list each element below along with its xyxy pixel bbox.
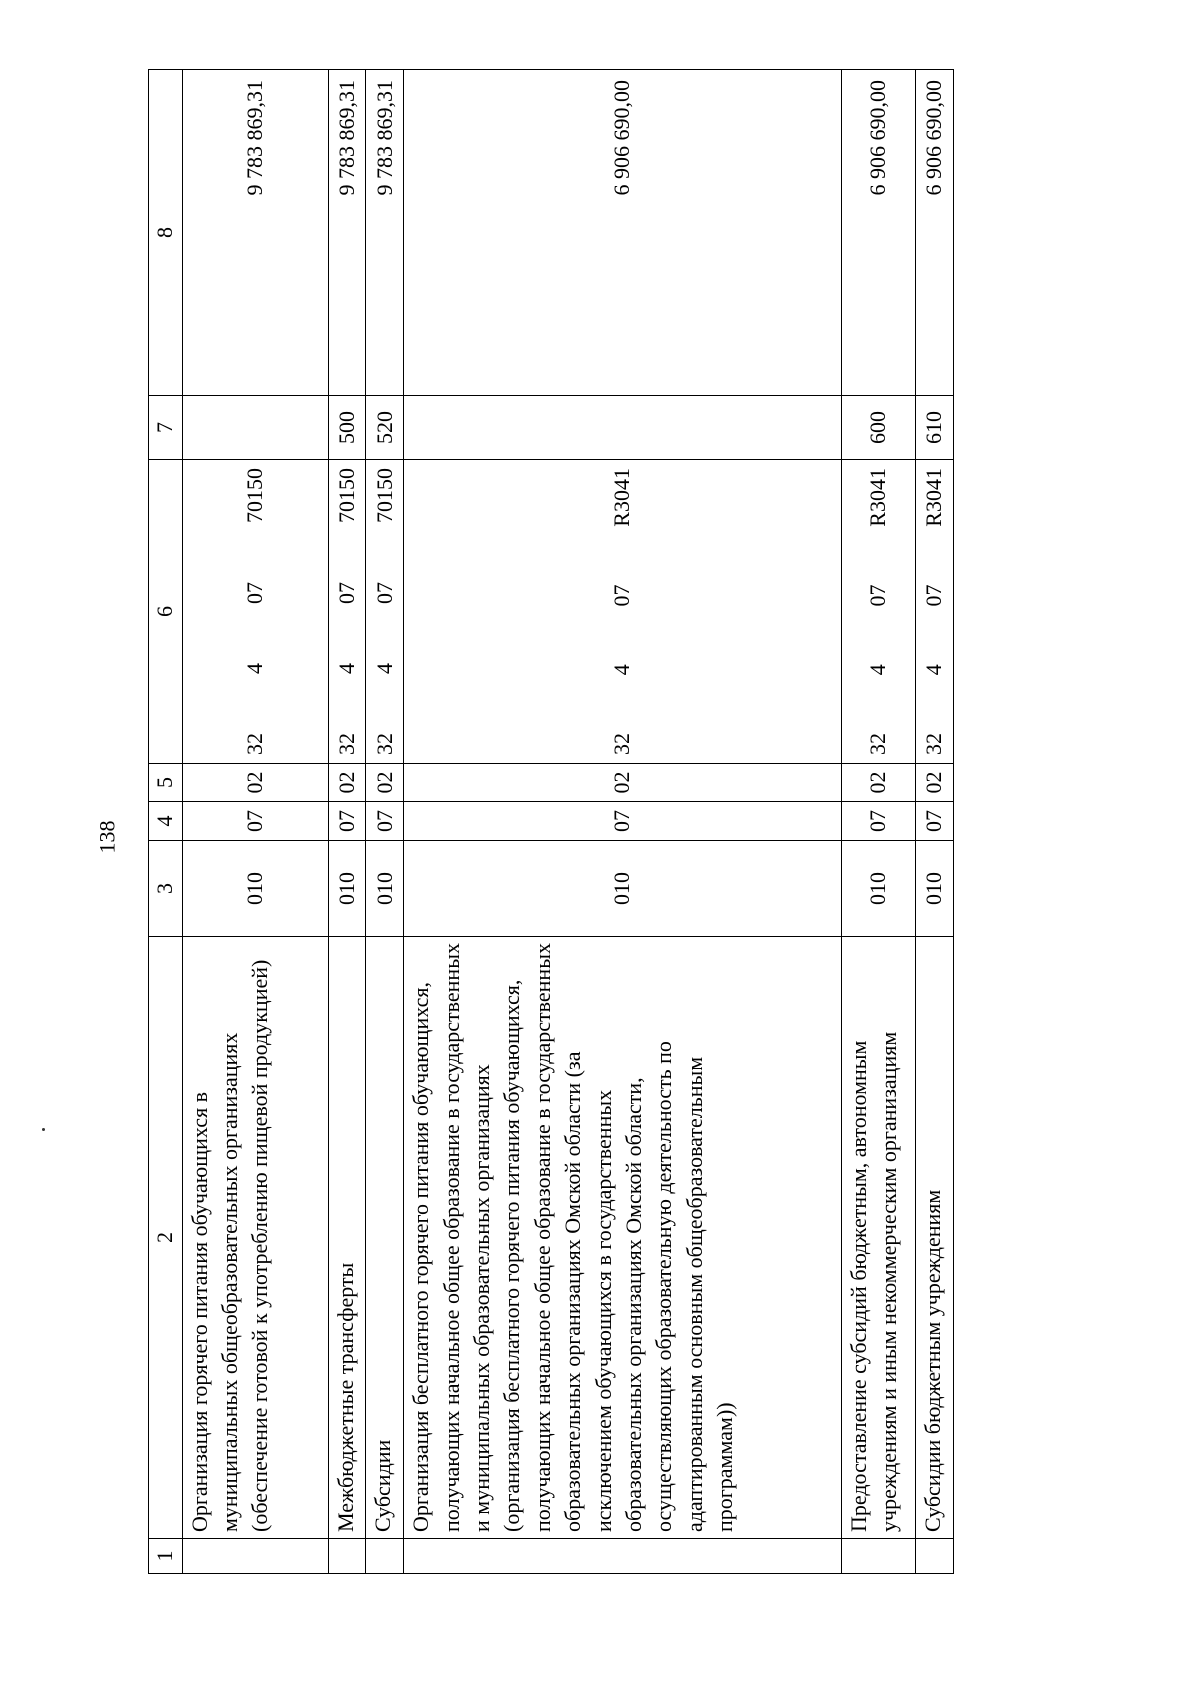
code-part: 07 bbox=[241, 582, 267, 604]
cell-amount: 9 783 869,31 bbox=[366, 70, 404, 396]
code-part: 32 bbox=[865, 733, 891, 755]
code-part: 4 bbox=[371, 663, 397, 674]
code-group bbox=[240, 466, 270, 757]
cell-c5: 02 bbox=[366, 764, 404, 802]
cell-c6 bbox=[182, 460, 328, 764]
code-part: 07 bbox=[865, 584, 891, 607]
code-group bbox=[370, 466, 400, 757]
cell-c1 bbox=[182, 1539, 328, 1574]
table-row bbox=[366, 70, 404, 1574]
cell-c6 bbox=[404, 460, 842, 764]
code-part: 07 bbox=[371, 582, 397, 604]
cell-description: Предоставление субсидий бюджетным, автономным учреждениям и иным некоммерческим организациям bbox=[842, 937, 916, 1539]
cell-amount: 9 783 869,31 bbox=[182, 70, 328, 396]
cell-description: Субсидии bbox=[366, 937, 404, 1539]
cell-amount: 6 906 690,00 bbox=[404, 70, 842, 396]
header-col-4: 4 bbox=[149, 802, 183, 841]
cell-c5: 02 bbox=[328, 764, 366, 802]
header-col-1: 1 bbox=[149, 1539, 183, 1574]
cell-c6 bbox=[916, 460, 954, 764]
scan-speck bbox=[42, 1128, 45, 1131]
code-part: 32 bbox=[371, 733, 397, 755]
cell-c4: 07 bbox=[916, 802, 954, 841]
cell-c4: 07 bbox=[842, 802, 916, 841]
table-row bbox=[842, 70, 916, 1574]
cell-c7: 610 bbox=[916, 396, 954, 460]
code-part: 4 bbox=[865, 664, 891, 676]
code-part: 4 bbox=[921, 664, 947, 676]
table-row bbox=[916, 70, 954, 1574]
cell-amount: 6 906 690,00 bbox=[842, 70, 916, 396]
code-part: 07 bbox=[609, 584, 635, 607]
code-part: R3041 bbox=[609, 468, 635, 527]
code-part: 07 bbox=[921, 584, 947, 607]
code-part: 32 bbox=[921, 733, 947, 755]
code-part: 4 bbox=[609, 664, 635, 676]
header-col-7: 7 bbox=[149, 396, 183, 460]
code-group bbox=[332, 466, 362, 757]
cell-c3: 010 bbox=[328, 841, 366, 937]
code-part: 70150 bbox=[333, 468, 359, 523]
cell-c3: 010 bbox=[404, 841, 842, 937]
cell-c4: 07 bbox=[182, 802, 328, 841]
code-part: 32 bbox=[333, 733, 359, 755]
code-group bbox=[863, 466, 893, 757]
cell-description: Организация горячего питания обучающихся в муниципальных общеобразовательных организациях (обеспечение готовой к употреблению пищевой продукцией) bbox=[182, 937, 328, 1539]
cell-c1 bbox=[404, 1539, 842, 1574]
code-part: 32 bbox=[241, 733, 267, 755]
cell-c1 bbox=[842, 1539, 916, 1574]
header-col-2: 2 bbox=[149, 937, 183, 1539]
cell-c7 bbox=[182, 396, 328, 460]
page-number: 138 bbox=[94, 820, 119, 854]
cell-c7: 500 bbox=[328, 396, 366, 460]
cell-amount: 9 783 869,31 bbox=[328, 70, 366, 396]
cell-c5: 02 bbox=[916, 764, 954, 802]
header-col-6: 6 bbox=[149, 460, 183, 764]
code-group bbox=[919, 466, 949, 757]
header-col-3: 3 bbox=[149, 841, 183, 937]
cell-c3: 010 bbox=[182, 841, 328, 937]
cell-description: Межбюджетные трансферты bbox=[328, 937, 366, 1539]
rotated-table-wrapper bbox=[148, 70, 954, 1574]
cell-c7: 520 bbox=[366, 396, 404, 460]
cell-c1 bbox=[366, 1539, 404, 1574]
budget-table bbox=[148, 69, 954, 1574]
code-part: 07 bbox=[333, 582, 359, 604]
code-part: 4 bbox=[241, 663, 267, 674]
cell-description: Организация бесплатного горячего питания обучающихся, получающих начальное общее образование в государственных и муниципальных образовательных организациях (организация бесплатного горячего питания обучающихся, получающих начальное общее образование в государственных образовательных организациях Омской области (за исключением обучающихся в государственных образовательных организациях Омской области, осуществляющих образовательную деятельность по адаптированным основным общеобразовательным программам)) bbox=[404, 937, 842, 1539]
cell-c4: 07 bbox=[404, 802, 842, 841]
code-group bbox=[607, 466, 637, 757]
cell-c3: 010 bbox=[842, 841, 916, 937]
cell-c3: 010 bbox=[366, 841, 404, 937]
header-col-8: 8 bbox=[149, 70, 183, 396]
cell-c3: 010 bbox=[916, 841, 954, 937]
cell-c4: 07 bbox=[328, 802, 366, 841]
code-part: R3041 bbox=[921, 468, 947, 527]
cell-c5: 02 bbox=[842, 764, 916, 802]
cell-c5: 02 bbox=[182, 764, 328, 802]
cell-c1 bbox=[328, 1539, 366, 1574]
header-row bbox=[149, 70, 183, 1574]
code-part: 70150 bbox=[371, 468, 397, 523]
cell-c6 bbox=[328, 460, 366, 764]
cell-c5: 02 bbox=[404, 764, 842, 802]
code-part: R3041 bbox=[865, 468, 891, 527]
table-row bbox=[182, 70, 328, 1574]
cell-c7: 600 bbox=[842, 396, 916, 460]
cell-c6 bbox=[366, 460, 404, 764]
cell-c4: 07 bbox=[366, 802, 404, 841]
cell-c7 bbox=[404, 396, 842, 460]
header-col-5: 5 bbox=[149, 764, 183, 802]
code-part: 32 bbox=[609, 733, 635, 755]
cell-amount: 6 906 690,00 bbox=[916, 70, 954, 396]
cell-c1 bbox=[916, 1539, 954, 1574]
table-row bbox=[328, 70, 366, 1574]
code-part: 70150 bbox=[241, 468, 267, 523]
cell-c6 bbox=[842, 460, 916, 764]
table-row bbox=[404, 70, 842, 1574]
code-part: 4 bbox=[333, 663, 359, 674]
cell-description: Субсидии бюджетным учреждениям bbox=[916, 937, 954, 1539]
